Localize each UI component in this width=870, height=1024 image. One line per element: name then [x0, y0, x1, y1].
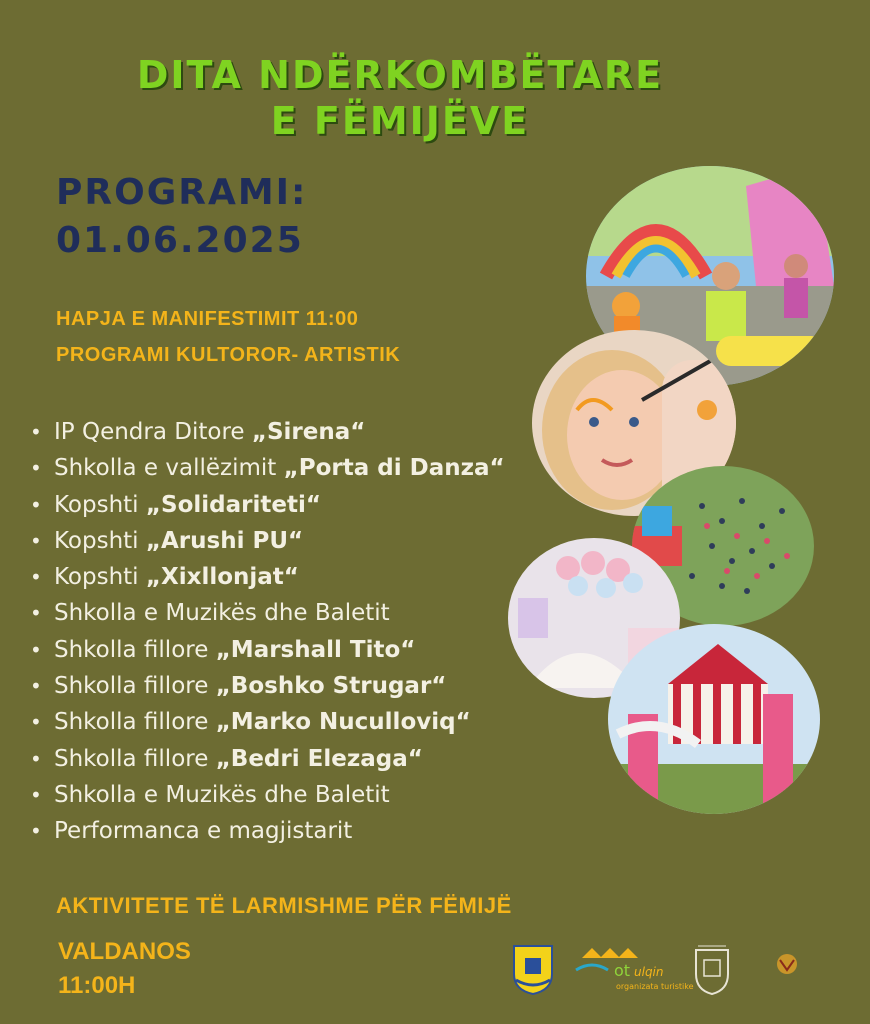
photo-circus — [608, 624, 820, 814]
list-item: • Shkolla fillore „Marshall Tito“ — [30, 636, 416, 663]
list-item: • IP Qendra Ditore „Sirena“ — [30, 419, 366, 445]
list-item: • Shkolla fillore „Boshko Strugar“ — [30, 673, 447, 700]
program-list — [30, 414, 505, 850]
list-item: • Kopshti „Xixllonjat“ — [30, 564, 299, 591]
tourism-organization-logo — [572, 944, 694, 994]
list-item: • Shkolla e Muzikës dhe Baletit — [30, 600, 390, 627]
list-item: • Performanca e magjistarit — [30, 818, 353, 845]
opening-time: HAPJA E MANIFESTIMIT 11:00 — [56, 308, 359, 330]
program-label: PROGRAMI: — [56, 172, 308, 213]
svg-text:ulqin: ulqin — [634, 965, 664, 979]
title-line-1: DITA NDËRKOMBËTARE — [136, 53, 664, 97]
title-line-2: E FËMIJËVE — [270, 99, 530, 143]
svg-text:ot: ot — [614, 961, 631, 980]
list-item: • Shkolla e Muzikës dhe Baletit — [30, 781, 390, 808]
event-time: 11:00H — [58, 972, 136, 999]
cultural-program-heading: PROGRAMI KULTOROR- ARTISTIK — [56, 344, 401, 366]
list-item: • Shkolla fillore „Marko Nuculloviq“ — [30, 709, 471, 736]
activities-heading: AKTIVITETE TË LARMISHME PËR FËMIJË — [56, 893, 512, 918]
list-item: • Kopshti „Arushi PU“ — [30, 527, 304, 554]
montenegro-emblem-logo — [772, 950, 802, 982]
list-item: • Shkolla e vallëzimit „Porta di Danza“ — [30, 455, 505, 482]
municipality-crest-logo — [512, 944, 554, 996]
list-item: • Kopshti „Solidariteti“ — [30, 491, 321, 518]
tourism-caption: organizata turistike — [616, 982, 694, 991]
location-label: VALDANOS — [58, 938, 191, 965]
municipal-seal-logo — [692, 942, 732, 996]
program-date: 01.06.2025 — [56, 220, 304, 261]
list-item: • Shkolla fillore „Bedri Elezaga“ — [30, 745, 423, 772]
